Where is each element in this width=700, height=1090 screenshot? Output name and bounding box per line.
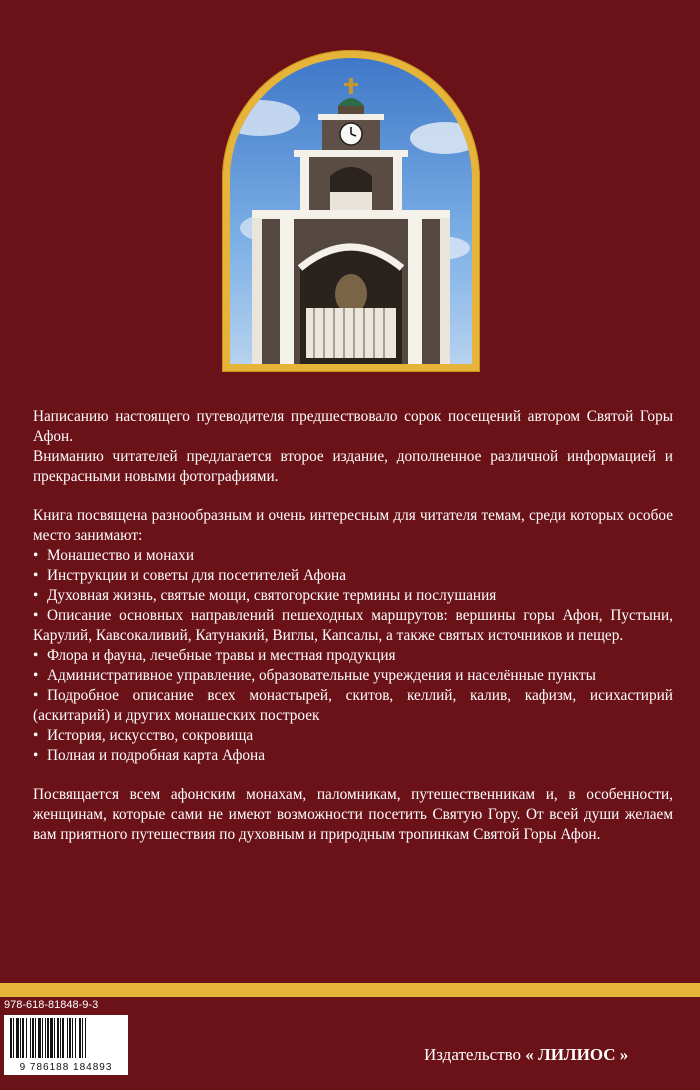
dedication-paragraph: Посвящается всем афонским монахам, паломникам, путешественникам и, в особенности, женщинам, которые сами не имеют возможности посетить Святую Гору. От всей души желаем вам приятного путешествия по духовным и природным тропинкам Святой Горы Афон. [33, 786, 673, 843]
list-item: • Монашество и монахи [33, 547, 195, 564]
topics-lead: Книга посвящена разнообразным и очень интересным для читателя темам, среди которых особое место занимают: [33, 507, 673, 544]
barcode-bar [67, 1018, 68, 1058]
barcode-bar [50, 1018, 53, 1058]
bullet-icon: • [33, 647, 39, 664]
barcode-bar [75, 1018, 76, 1058]
barcode-bar [20, 1018, 21, 1058]
barcode-bar [10, 1018, 12, 1058]
bullet-icon: • [33, 547, 39, 564]
cover-photo-frame [222, 50, 480, 372]
barcode-bar [16, 1018, 19, 1058]
list-item: • Духовная жизнь, святые мощи, святогорские термины и послушания [33, 587, 497, 604]
list-item: • Административное управление, образовательные учреждения и населённые пункты [33, 667, 596, 684]
intro-paragraph-1: Написанию настоящего путеводителя предшествовало сорок посещений автором Святой Горы Афон. [33, 408, 673, 445]
barcode-bar [38, 1018, 41, 1058]
publisher-prefix: Издательство [424, 1045, 522, 1064]
bullet-icon: • [33, 667, 39, 684]
barcode-bar [22, 1018, 24, 1058]
barcode-bar [32, 1018, 34, 1058]
list-item: • Инструкции и советы для посетителей Афона [33, 567, 346, 584]
barcode-bar [85, 1018, 86, 1058]
bullet-icon: • [33, 727, 39, 744]
barcode-digits: 9 786188 184893 [19, 1062, 113, 1073]
gold-divider [0, 983, 700, 997]
bell-tower-photo [230, 58, 472, 364]
bullet-icon: • [33, 587, 39, 604]
publisher-line [424, 1045, 628, 1065]
publisher-name: « ЛИЛИОС » [525, 1045, 629, 1064]
barcode-bar [72, 1018, 73, 1058]
barcode-bar [42, 1018, 43, 1058]
list-item: • Полная и подробная карта Афона [33, 747, 265, 764]
isbn-number: 978-618-81848-9-3 [4, 999, 99, 1011]
barcode-bar [82, 1018, 83, 1058]
barcode-bar [26, 1018, 27, 1058]
bullet-icon: • [33, 607, 39, 624]
list-item: • Описание основных направлений пешеходных маршрутов: вершины горы Афон, Пустыни, Карулий, Кавсокаливий, Катунакий, Виглы, Капсалы, а также святых источников и пещер. [33, 607, 673, 644]
barcode-bar [54, 1018, 55, 1058]
barcode-bar [30, 1018, 31, 1058]
list-item: • История, искусство, сокровища [33, 727, 254, 744]
bullet-icon: • [33, 687, 39, 704]
barcode-bar [79, 1018, 81, 1058]
description-text [33, 407, 673, 845]
list-item: • Подробное описание всех монастырей, скитов, келлий, калив, кафизм, исихастирий (аскитарий) и других монашеских построек [33, 687, 673, 724]
barcode-bar [35, 1018, 36, 1058]
bullet-icon: • [33, 747, 39, 764]
intro-paragraph-2: Вниманию читателей предлагается второе издание, дополненное различной информацией и прекрасными новыми фотографиями. [33, 448, 673, 485]
barcode-bar [60, 1018, 61, 1058]
barcode-bar [69, 1018, 71, 1058]
bullet-icon: • [33, 567, 39, 584]
barcode-bar [47, 1018, 49, 1058]
barcode-bar [13, 1018, 14, 1058]
barcode-bar [57, 1018, 59, 1058]
barcode-bar [45, 1018, 46, 1058]
list-item: • Флора и фауна, лечебные травы и местная продукция [33, 647, 396, 664]
barcode-bar [62, 1018, 64, 1058]
topics-list [33, 546, 673, 766]
